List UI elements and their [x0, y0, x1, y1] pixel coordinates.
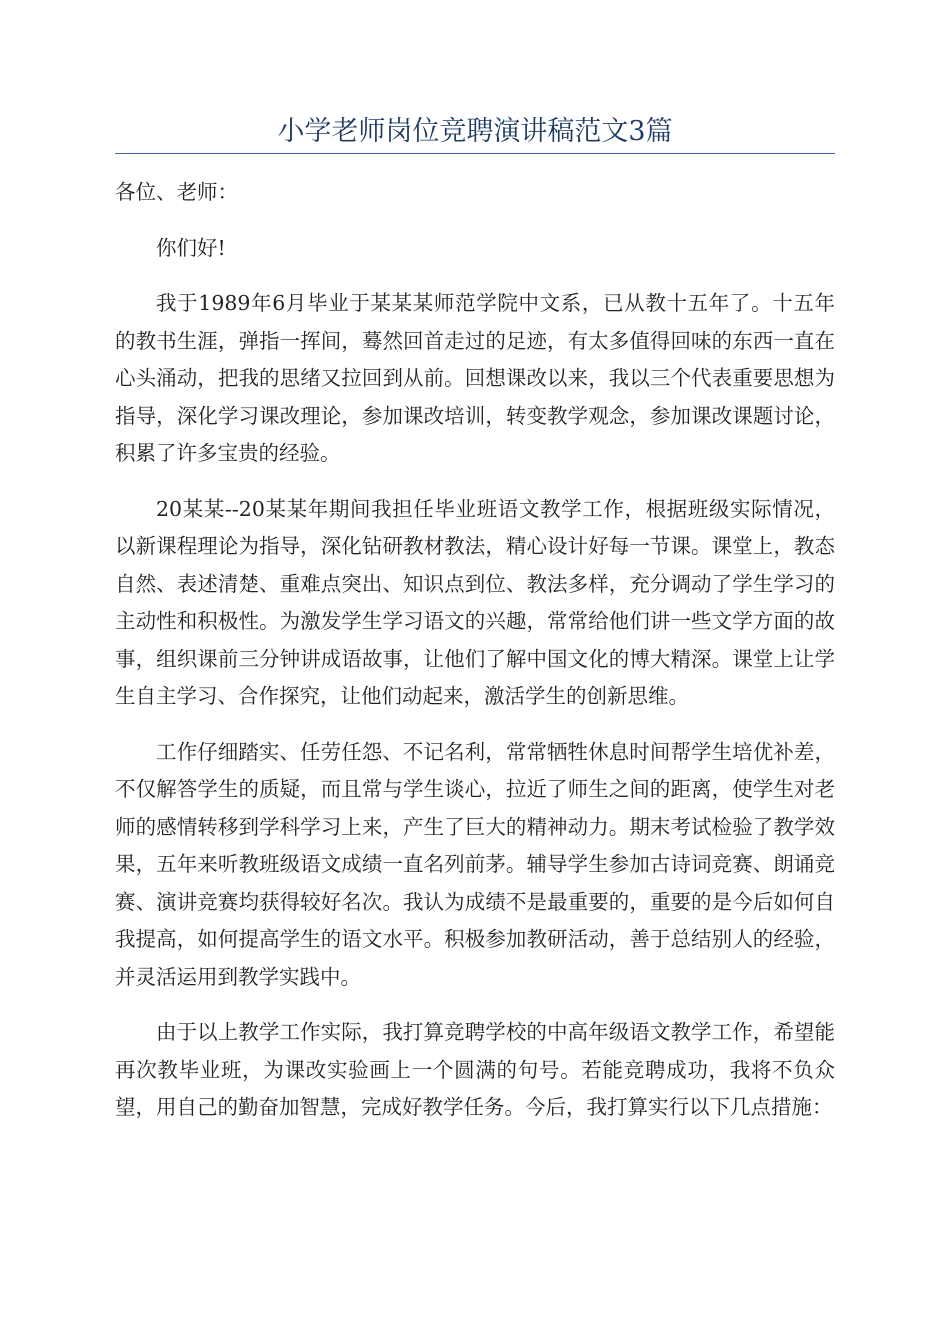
document-title: 小学老师岗位竞聘演讲稿范文3篇: [277, 116, 673, 147]
paragraph-1: 我于1989年6月毕业于某某某师范学院中文系，已从教十五年了。十五年的教书生涯，弹指一挥间，蓦然回首走过的足迹，有太多值得回味的东西一直在心头涌动，把我的思绪又拉回到从前。回想课改以来，我以三个代表重要思想为指导，深化学习课改理论，参加课改培训，转变教学观念，参加课改课题讨论，积累了许多宝贵的经验。: [115, 291, 835, 465]
document-body: [115, 174, 835, 1145]
greeting: 你们好!: [156, 235, 226, 260]
paragraph-2: 20某某--20某某年期间我担任毕业班语文教学工作，根据班级实际情况，以新课程理论为指导，深化钻研教材教法，精心设计好每一节课。课堂上，教态自然、表述清楚、重难点突出、知识点到位、教法多样，充分调动了学生学习的主动性和积极性。为激发学生学习语文的兴趣，常常给他们讲一些文学方面的故事，组织课前三分钟讲成语故事，让他们了解中国文化的博大精深。课堂上让学生自主学习、合作探究，让他们动起来，激活学生的创新思维。: [115, 496, 835, 708]
paragraph-4: 由于以上教学工作实际，我打算竞聘学校的中高年级语文教学工作，希望能再次教毕业班，为课改实验画上一个圆满的句号。若能竞聘成功，我将不负众望，用自己的勤奋加智慧，完成好教学任务。今后，我打算实行以下几点措施：: [115, 1020, 835, 1119]
title-underline: [115, 153, 835, 154]
salutation: 各位、老师：: [115, 180, 238, 204]
paragraph-3: 工作仔细踏实、任劳任怨、不记名利，常常牺牲休息时间帮学生培优补差，不仅解答学生的质疑，而且常与学生谈心，拉近了师生之间的距离，使学生对老师的感情转移到学科学习上来，产生了巨大的精神动力。期末考试检验了教学效果，五年来听教班级语文成绩一直名列前茅。辅导学生参加古诗词竞赛、朗诵竞赛、演讲竞赛均获得较好名次。我认为成绩不是最重要的，重要的是今后如何自我提高，如何提高学生的语文水平。积极参加教研活动，善于总结别人的经验，并灵活运用到教学实践中。: [115, 739, 835, 989]
